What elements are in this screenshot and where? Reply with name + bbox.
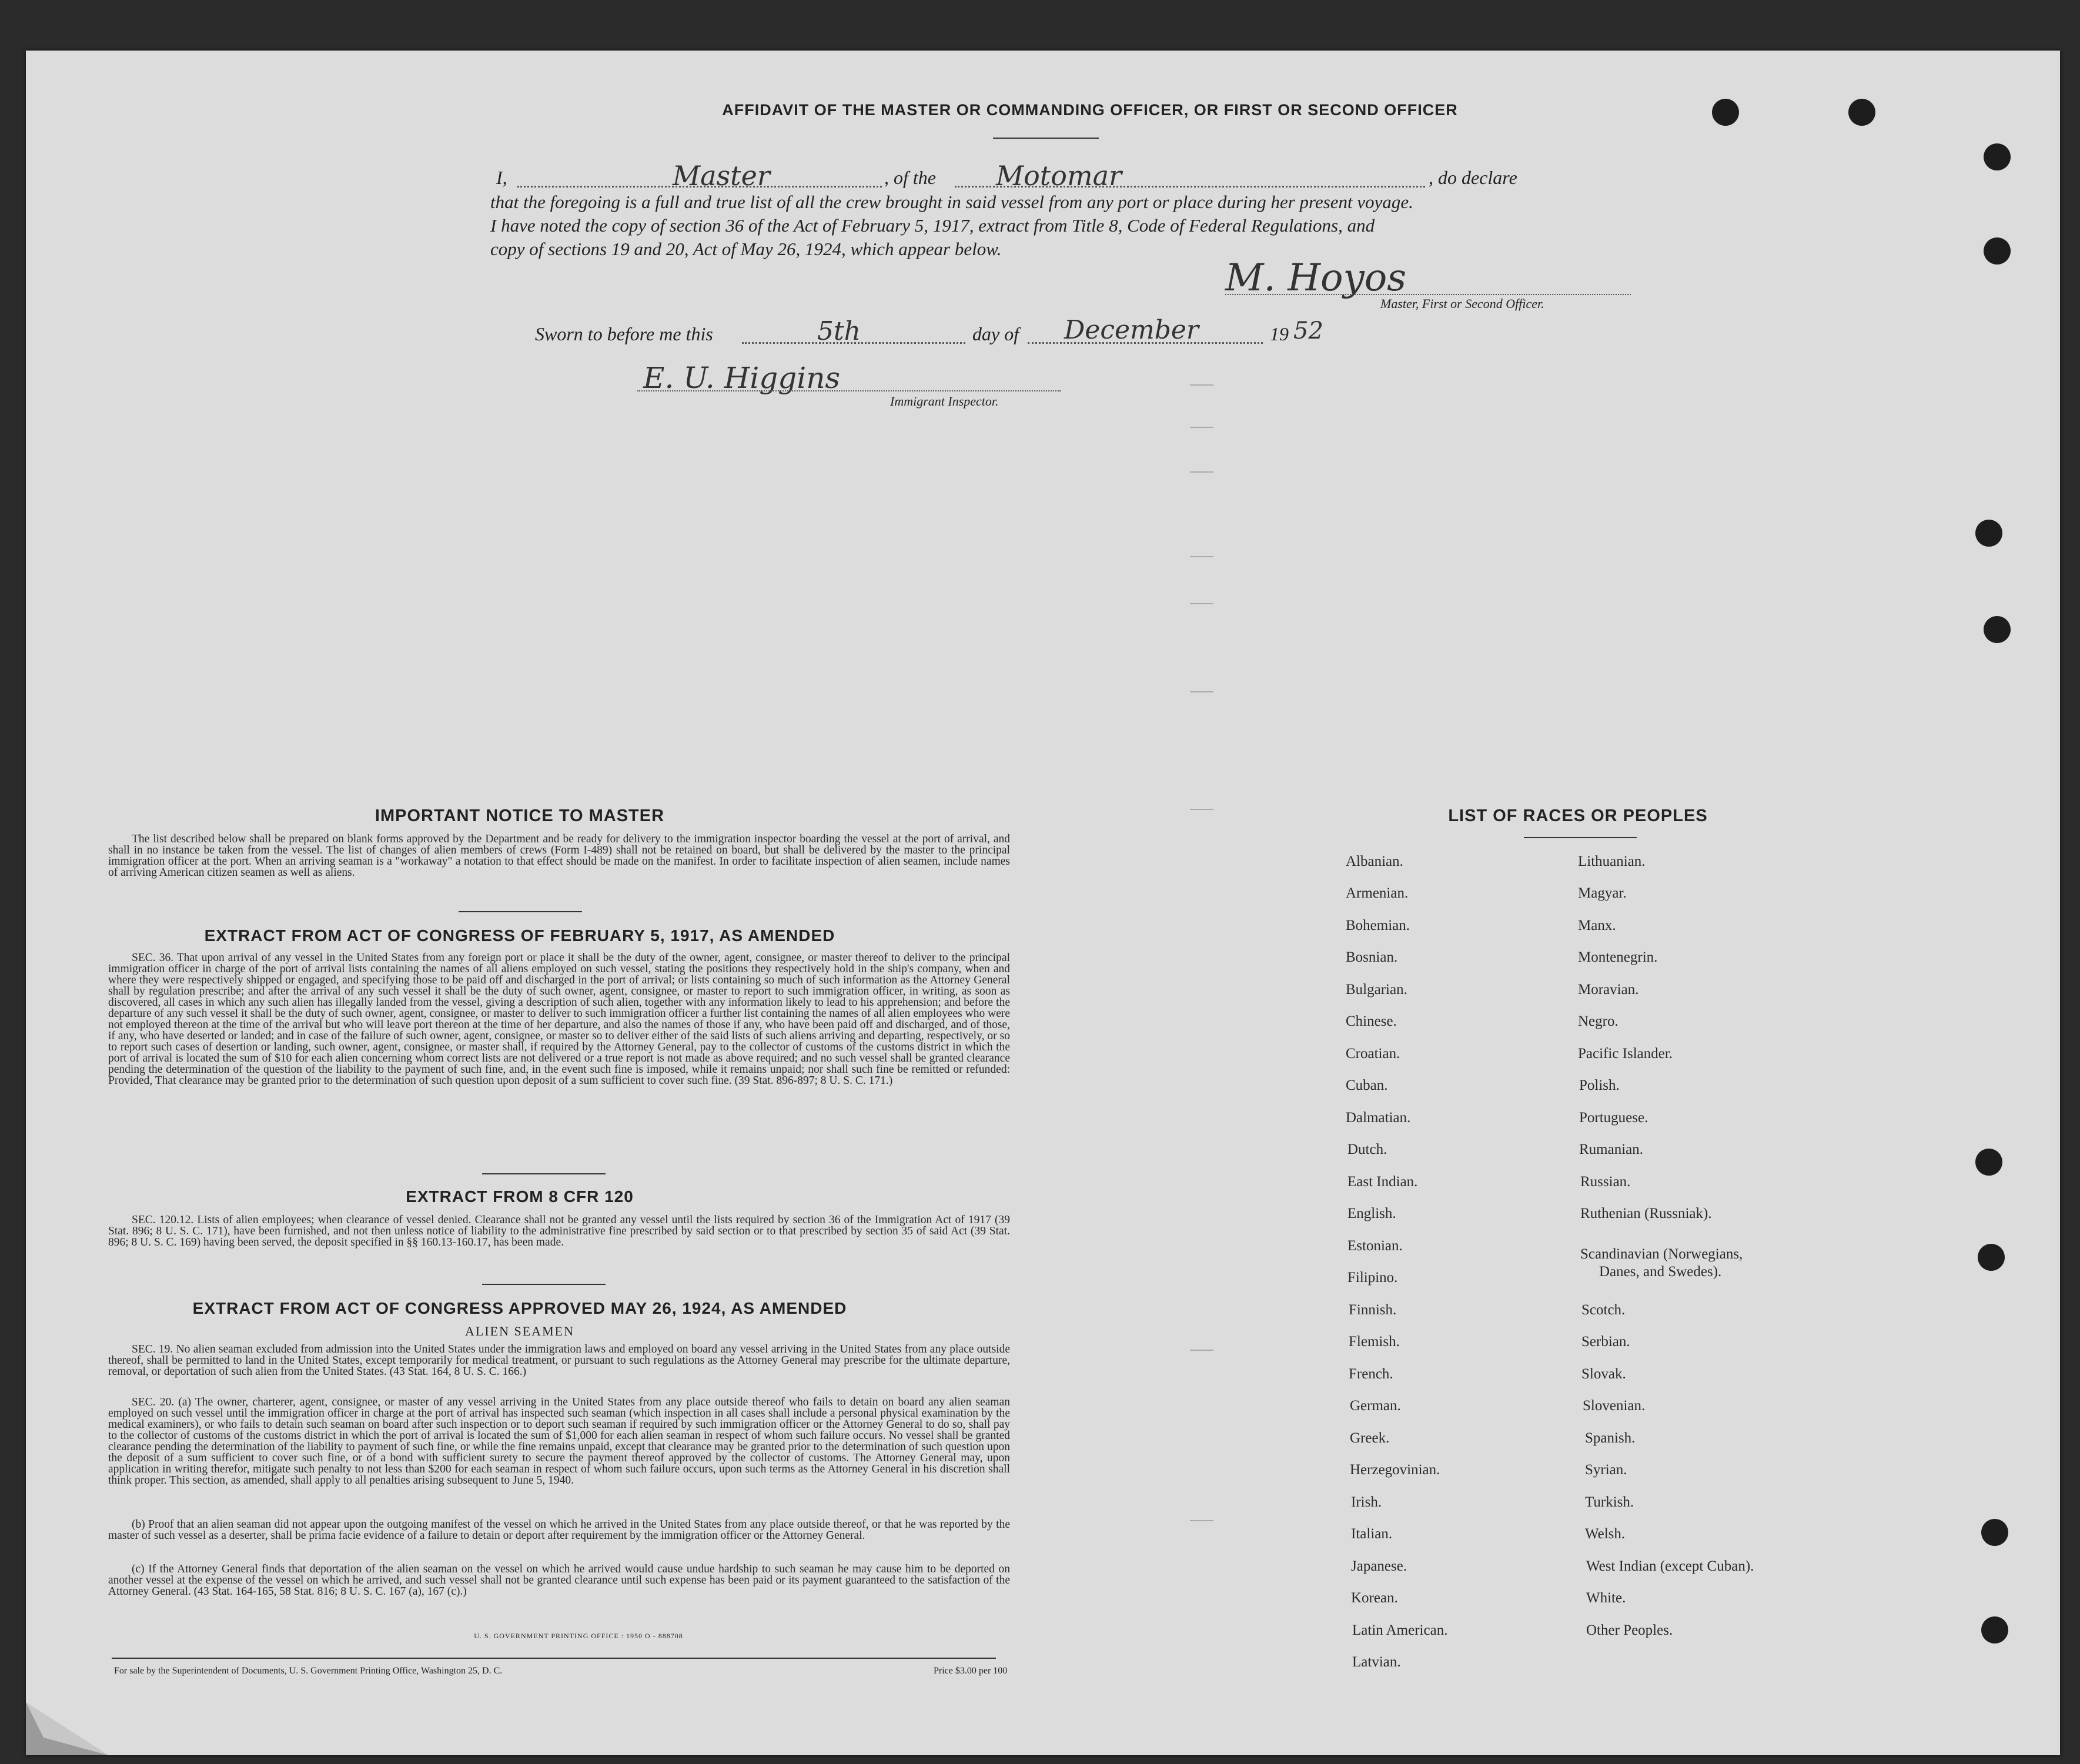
punch-hole [1981,1616,2008,1644]
race-item: Pacific Islander. [1578,1046,1673,1062]
race-item: Bulgarian. [1346,982,1407,998]
extract3-subtitle: ALIEN SEAMEN [465,1324,574,1338]
race-item: German. [1350,1398,1401,1414]
signature-line [1225,294,1631,295]
signature-caption: Master, First or Second Officer. [1380,296,1544,311]
race-item: Herzegovinian. [1350,1462,1440,1478]
race-item: Rumanian. [1579,1142,1644,1157]
folded-corner [26,1702,114,1755]
race-item: Irish. [1351,1494,1382,1510]
year-handwritten: 52 [1293,317,1323,344]
extract3-sec20b: (b) Proof that an alien seaman did not appear upon the outgoing manifest of the vessel on which he arrived in the United States from any place outside thereof, or that he was reported by the master of such vessel as a deserter, shall be prima facie evidence of a failure to detain or deport after requirement by the immigration officer or the Attorney General. [108,1518,1010,1542]
extract2-title: EXTRACT FROM 8 CFR 120 [406,1187,634,1206]
race-item: English. [1347,1206,1396,1221]
punch-hole [1848,99,1875,126]
extract1-body: SEC. 36. That upon arrival of any vessel in the United States from any foreign port or place it shall be the duty of the owner, agent, consignee, or master thereof to deliver to the principal immigration officer in charge of the port of arrival lists containing the names of all aliens employed on such vessel, stating the positions they respectively hold in the ship's company, when and where they were respectively shipped or engaged, and specifying those to be paid off and discharged in the port of arrival; or lists containing so much of such information as the Attorney General shall by regulation prescribe; and after the arrival of any such vessel it shall be the duty of such owner, agent, consignee, or master to report to such immigration officer, in writing, as soon as discovered, all cases in which any such alien has illegally landed from the vessel, giving a description of such alien, together with any information likely to lead to his apprehension; and before the departure of any such vessel it shall be the duty of such owner, agent, consignee, or master to deliver to such immigration officer a further list containing the names of all alien employees who were not employed thereon at the time of the arrival but who will leave port thereon at the time of her departure, and also the names of those if any, who have been paid off and discharged, and of those, if any, who have deserted or landed; and in case of the failure of such owner, agent, consignee, or master so to deliver either of the said lists of such aliens arriving and departing, respectively, or so to report such cases of desertion or landing, such owner, agent, consignee, or master shall, if required by the Attorney General, pay to the collector of customs of the customs district in which the port of arrival is located the sum of $10 for each alien concerning whom correct lists are not delivered or a true report is not made as above required; and no such vessel shall be granted clearance pending the determination of the question of the liability to the payment of such fine, and, in the event such fine is imposed, while it remains unpaid; nor shall such fine be remitted or refunded: Provided, That clearance may be granted prior to the determination of such question upon deposit of a sum sufficient to cover such fine. (39 Stat. 896-897; 8 U. S. C. 171.) [108,952,1010,1087]
extract3-sec19: SEC. 19. No alien seaman excluded from admission into the United States under the immigration laws and employed on board any vessel arriving in the United States from any place outside thereof, shall be permitted to land in the United States, except temporarily for medical treatment, or pursuant to such regulations as the Attorney General may prescribe for the ultimate departure, removal, or deportation of such alien from the United States. (43 Stat. 164, 8 U. S. C. 166.) [108,1343,1010,1378]
race-item: Other Peoples. [1586,1622,1673,1638]
race-item: West Indian (except Cuban). [1586,1558,1754,1574]
sworn-line [535,315,1417,355]
race-item: Manx. [1578,918,1616,933]
race-item: Croatian. [1346,1046,1400,1062]
race-item: Polish. [1579,1077,1620,1093]
divider-mark [1190,1350,1213,1351]
races-title: LIST OF RACES OR PEOPLES [1448,806,1708,825]
affidavit-line2: that the foregoing is a full and true list of all the crew brought in said vessel from any port or place during her present voyage. [490,192,1413,212]
section-rule [459,911,582,912]
punch-hole [1712,99,1739,126]
i-label: I, [496,167,507,188]
race-item: Serbian. [1581,1334,1630,1350]
sworn-label: Sworn to before me this [535,323,713,344]
race-item: Armenian. [1346,885,1409,901]
race-item: Scandinavian (Norwegians, [1580,1246,1743,1262]
do-declare-label: , do declare [1429,167,1517,188]
punch-hole [1984,143,2011,170]
day-of-label: day of [972,323,1019,344]
inspector-signature: E. U. Higgins [643,361,841,395]
race-item: Ruthenian (Russniak). [1580,1206,1712,1221]
race-item: Cuban. [1346,1077,1388,1093]
day-handwritten: 5th [817,316,861,346]
race-item: Syrian. [1585,1462,1627,1478]
month-handwritten: December [1064,315,1199,345]
of-the-label: , of the [884,167,936,188]
extract3-sec20a: SEC. 20. (a) The owner, charterer, agent, consignee, or master of any vessel arriving in the United States from any place outside thereof who fails to detain on board any alien seaman employed on such vessel until the immigration officer in charge at the port of arrival has inspected such seaman (which inspection in all cases shall include a personal physical examination by the medical examiners), or who fails to detain such seaman on board after such inspection or to deport such seaman if required by such immigration officer or the Attorney General to do so, shall pay to the collector of customs of the customs district in which the port of arrival is located the sum of $1,000 for each alien seaman in respect of whom such failure occurs. No vessel shall be granted clearance pending the determination of the liability to payment of such fine, or while the fine remains unpaid, except that clearance may be granted prior to the determination of such question upon the deposit of a sum sufficient to cover such fine, or of a bond with sufficient surety to secure the payment thereof approved by the collector of customs. The Attorney General may, upon application in writing therefor, mitigate such penalty to not less than $200 for each seaman in respect of whom such failure occurs, upon such terms as the Attorney General in his discretion shall think proper. This section, as amended, shall apply to all penalties arising subsequent to June 5, 1940. [108,1396,1010,1487]
extract2-body: SEC. 120.12. Lists of alien employees; when clearance of vessel denied. Clearance shall not be granted any vessel until the lists required by section 36 of the Immigration Act of 1917 (39 Stat. 896; 8 U. S. C. 171), have been furnished, and not then unless notice of liability to the administrative fine prescribed by said section or to that prescribed by section 35 of said Act (39 Stat. 896; 8 U. S. C. 169) having been served, the deposit specified in §§ 160.13-160.17, has been made. [108,1214,1010,1248]
race-item: Japanese. [1351,1558,1407,1574]
affidavit-line3: I have noted the copy of section 36 of the Act of February 5, 1917, extract from Title 8, Code of Federal Regulations, and [490,215,1375,236]
divider-mark [1190,603,1213,604]
extract3-title: EXTRACT FROM ACT OF CONGRESS APPROVED MAY 26, 1924, AS AMENDED [192,1299,847,1317]
divider-mark [1190,1520,1213,1521]
race-item: White. [1586,1590,1626,1606]
divider-mark [1190,556,1213,557]
divider-mark [1190,809,1213,810]
race-item: Slovak. [1581,1366,1626,1382]
race-item: Filipino. [1347,1270,1398,1286]
race-item: Italian. [1351,1526,1393,1542]
race-item: Dutch. [1347,1142,1387,1157]
notice-title: IMPORTANT NOTICE TO MASTER [374,806,665,825]
race-item: Flemish. [1349,1334,1400,1350]
divider-mark [1190,384,1213,386]
race-item: Welsh. [1585,1526,1626,1542]
year-prefix: 19 [1270,323,1289,344]
inspector-line [637,390,1061,391]
extract3-sec20c: (c) If the Attorney General finds that deportation of the alien seaman on the vessel on which he arrived would cause undue hardship to such seaman he may cause him to be deported on another vessel at the expense of the vessel on which he arrived, and such vessel shall not be granted clearance until such expense has been paid or its payment guaranteed to the satisfaction of the Attorney General. (43 Stat. 164-165, 58 Stat. 816; 8 U. S. C. 167 (a), 167 (c).) [108,1563,1010,1598]
race-item: Lithuanian. [1578,853,1646,869]
race-item: Portuguese. [1579,1110,1648,1126]
race-item: Bosnian. [1346,949,1398,965]
document-page [26,51,2060,1755]
extract1-title: EXTRACT FROM ACT OF CONGRESS OF FEBRUARY 5, 1917, AS AMENDED [204,926,835,945]
race-item: Bohemian. [1346,918,1410,933]
section-rule [482,1284,606,1285]
race-item: Latvian. [1352,1654,1401,1670]
race-item: Scotch. [1581,1302,1626,1318]
race-item: Korean. [1351,1590,1398,1606]
punch-hole [1975,1149,2002,1176]
affidavit-line1 [496,160,1637,192]
race-item: Finnish. [1349,1302,1397,1318]
race-item: French. [1349,1366,1393,1382]
race-item: Negro. [1578,1013,1618,1029]
race-item: Russian. [1580,1174,1631,1190]
race-item: Magyar. [1578,885,1627,901]
race-item: Turkish. [1585,1494,1634,1510]
affidavit-title: AFFIDAVIT OF THE MASTER OR COMMANDING OFFICER, OR FIRST OR SECOND OFFICER [722,101,1458,119]
races-title-rule [1524,837,1637,838]
printing-office-note: U. S. GOVERNMENT PRINTING OFFICE : 1950 O - 888708 [474,1632,683,1640]
race-item: Dalmatian. [1346,1110,1411,1126]
inspector-caption: Immigrant Inspector. [890,394,999,409]
race-item: Danes, and Swedes). [1599,1264,1722,1280]
footer-price: Price $3.00 per 100 [934,1666,1008,1676]
punch-hole [1975,520,2002,547]
punch-hole [1984,237,2011,265]
footer-rule [112,1658,996,1659]
master-signature: M. Hoyos [1225,256,1407,300]
footer-sale: For sale by the Superintendent of Documents, U. S. Government Printing Office, Washington 25, D. C. [114,1666,503,1676]
divider-mark [1190,691,1213,692]
race-item: Latin American. [1352,1622,1448,1638]
affidavit-line4: copy of sections 19 and 20, Act of May 26, 1924, which appear below. [490,239,1002,259]
divider-mark [1190,471,1213,473]
punch-hole [1984,616,2011,643]
race-item: Albanian. [1346,853,1403,869]
race-item: Spanish. [1585,1430,1636,1446]
vessel-name-handwritten: Motomar [996,160,1122,192]
race-item: Greek. [1350,1430,1390,1446]
master-name-handwritten: Master [673,160,770,192]
race-item: Estonian. [1347,1238,1403,1254]
title-rule [993,138,1099,139]
divider-mark [1190,427,1213,428]
notice-body: The list described below shall be prepared on blank forms approved by the Department and be ready for delivery to the immigration inspector boarding the vessel at the port of arrival, and shall in no instance be taken from the vessel. The list of changes of alien members of crews (Form I-489) shall not be retained on board, but shall be delivered by the master to the principal immigration officer at the port. When an arriving seaman is a "workaway" a notation to that effect should be made on the manifest. In order to facilitate inspection of alien seamen, include names of arriving American citizen seamen as well as aliens. [108,833,1010,879]
race-item: Moravian. [1578,982,1639,998]
race-item: Chinese. [1346,1013,1397,1029]
section-rule [482,1173,606,1174]
race-item: East Indian. [1347,1174,1418,1190]
punch-hole [1978,1244,2005,1271]
race-item: Slovenian. [1583,1398,1646,1414]
race-item: Montenegrin. [1578,949,1658,965]
punch-hole [1981,1519,2008,1546]
